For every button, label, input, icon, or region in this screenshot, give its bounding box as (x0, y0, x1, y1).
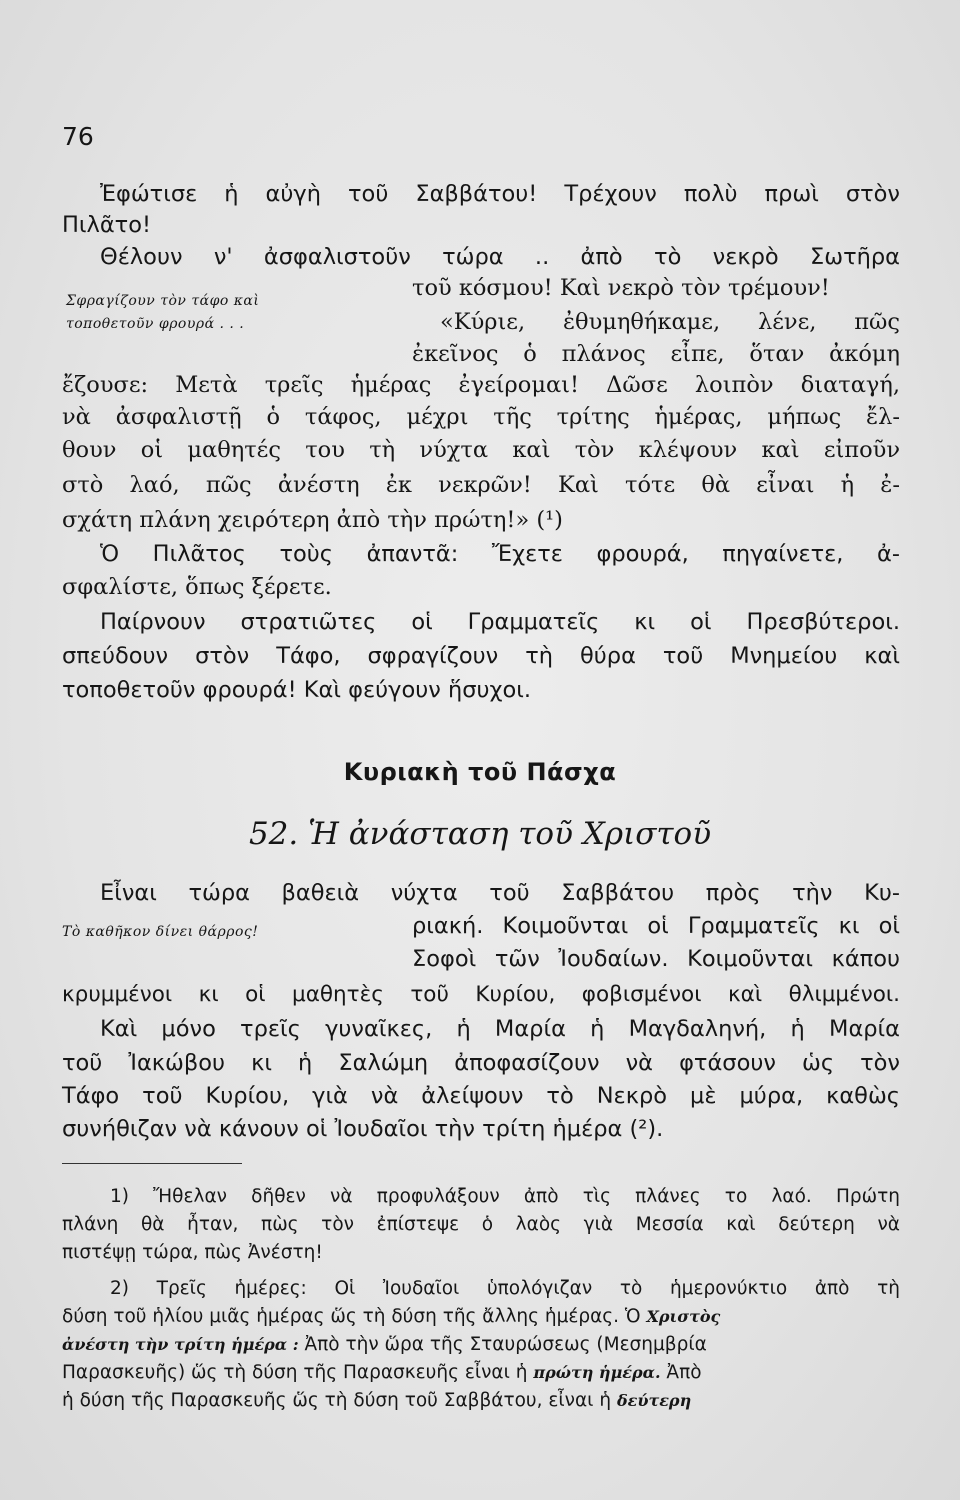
text-line: τοῦ κόσμου! Καὶ νεκρὸ τὸν τρέμουν! (412, 275, 830, 301)
footnote-text: ἡ δύση τῆς Παρασκευῆς ὥς τὴ δύση τοῦ Σαββάτου, εἶναι ἡ (62, 1390, 612, 1411)
text-line: θουν οἱ μαθητές του τὴ νύχτα καὶ τὸν κλέψουν καὶ εἰποῦν (62, 437, 900, 463)
text-line: ἔζουσε: Μετὰ τρεῖς ἡμέρας ἐγείρομαι! Δῶσε λοιπὸν διαταγή, (62, 372, 900, 398)
footnote-line (62, 1392, 691, 1411)
text-line: «Κύριε, ἐθυμηθήκαμε, λένε, πῶς (440, 309, 900, 335)
footnote-line: πλάνη θὰ ἦταν, πὼς τὸν ἐπίστεψε ὁ λαὸς γιὰ Μεσσία καὶ δεύτερη νὰ (62, 1214, 900, 1235)
text-line: τοῦ Ἰακώβου κι ἡ Σαλώμη ἀποφασίζουν νὰ φτάσουν ὡς τὸν (62, 1050, 900, 1076)
text-line: νὰ ἀσφαλιστῇ ὁ τάφος, μέχρι τῆς τρίτης ἡμέρας, μήπως ἔλ- (62, 404, 900, 430)
footnote-emphasis: δεύτερη (616, 1391, 692, 1410)
text-line: Παίρνουν στρατιῶτες οἱ Γραμματεῖς κι οἱ Πρεσβύτεροι. (100, 609, 900, 635)
page-number: 76 (62, 122, 94, 151)
text-line: ἐκεῖνος ὁ πλάνος εἶπε, ὅταν ἀκόμη (412, 341, 900, 367)
text-line: Πιλᾶτο! (62, 212, 152, 238)
text-line: ριακή. Κοιμοῦνται οἱ Γραμματεῖς κι οἱ (412, 913, 900, 939)
footnote-line (62, 1336, 707, 1355)
text-line: τοποθετοῦν φρουρά! Καὶ φεύγουν ἥσυχοι. (62, 677, 532, 703)
footnote-emphasis: Χριστὸς (646, 1307, 721, 1326)
text-line: σφαλίστε, ὅπως ξέρετε. (62, 574, 332, 600)
section-subheading: Κυριακὴ τοῦ Πάσχα (343, 758, 617, 786)
text-line: σχάτη πλάνη χειρότερη ἀπὸ τὴν πρώτη!» (¹) (62, 507, 563, 533)
footnote-line: πιστέψῃ τώρα, πὼς Ἀνέστη! (62, 1242, 323, 1263)
margin-note: Σφραγίζουν τὸν τάφο καὶ (66, 293, 260, 309)
margin-note: Τὸ καθῆκον δίνει θάρρος! (62, 924, 259, 940)
text-line: σπεύδουν στὸν Τάφο, σφραγίζουν τὴ θύρα τοῦ Μνημείου καὶ (62, 643, 900, 669)
text-line: κρυμμένοι κι οἱ μαθητὲς τοῦ Κυρίου, φοβισμένοι καὶ θλιμμένοι. (62, 982, 900, 1007)
text-line: Σοφοὶ τῶν Ἰουδαίων. Κοιμοῦνται κάπου (412, 946, 900, 972)
text-line: Τάφο τοῦ Κυρίου, γιὰ νὰ ἀλείψουν τὸ Νεκρὸ μὲ μύρα, καθὼς (62, 1083, 900, 1109)
text-line: στὸ λαό, πῶς ἀνέστη ἐκ νεκρῶν! Καὶ τότε θὰ εἶναι ἡ ἐ- (62, 472, 900, 498)
text-line: Θέλουν ν' ἀσφαλιστοῦν τώρα .. ἀπὸ τὸ νεκρὸ Σωτῆρα (100, 244, 900, 270)
footnote-line: 1) Ἤθελαν δῆθεν νὰ προφυλάξουν ἀπὸ τὶς πλάνες το λαό. Πρώτη (110, 1186, 900, 1207)
text-line: συνήθιζαν νὰ κάνουν οἱ Ἰουδαῖοι τὴν τρίτη ἡμέρα (²). (62, 1116, 664, 1142)
footnote-text: Παρασκευῆς) ὥς τὴ δύση τῆς Παρασκευῆς εἶναι ἡ (62, 1362, 528, 1383)
text-line: Ἐφώτισε ἡ αὐγὴ τοῦ Σαββάτου! Τρέχουν πολὺ πρωὶ στὸν (100, 181, 900, 207)
chapter-title: 52. Ἡ ἀνάσταση τοῦ Χριστοῦ (248, 816, 712, 852)
footnote-text: Ἀπὸ τὴν ὥρα τῆς Σταυρώσεως (Μεσημβρία (304, 1334, 707, 1355)
footnote-emphasis: πρώτη ἡμέρα. (533, 1363, 661, 1382)
text-line: Ὁ Πιλᾶτος τοὺς ἀπαντᾶ: Ἔχετε φρουρά, πηγαίνετε, ἀ- (100, 541, 900, 567)
footnote-divider (62, 1163, 242, 1164)
footnote-line (62, 1364, 702, 1383)
footnote-line (62, 1308, 720, 1327)
footnote-text: Ἀπὸ (666, 1362, 702, 1383)
margin-note: τοποθετοῦν φρουρά . . . (66, 316, 245, 332)
text-line: Εἶναι τώρα βαθειὰ νύχτα τοῦ Σαββάτου πρὸς τὴν Κυ- (100, 880, 900, 906)
footnote-line: 2) Τρεῖς ἡμέρες: Οἱ Ἰουδαῖοι ὑπολόγιζαν τὸ ἡμερονύκτιο ἀπὸ τὴ (110, 1278, 900, 1299)
footnote-emphasis: ἀνέστη τὴν τρίτη ἡμέρα : (62, 1335, 299, 1354)
footnote-text: δύση τοῦ ἡλίου μιᾶς ἡμέρας ὥς τὴ δύση τῆς ἄλλης ἡμέρας. Ὁ (62, 1306, 641, 1327)
text-line: Καὶ μόνο τρεῖς γυναῖκες, ἡ Μαρία ἡ Μαγδαληνή, ἡ Μαρία (100, 1016, 900, 1042)
